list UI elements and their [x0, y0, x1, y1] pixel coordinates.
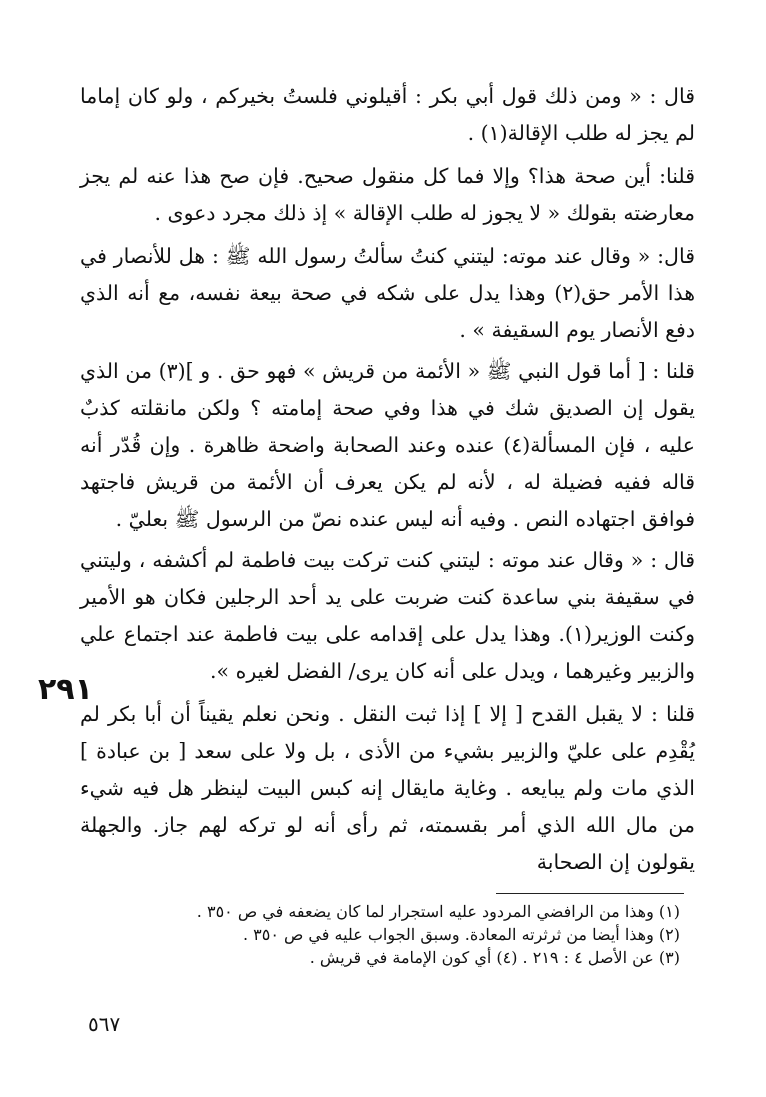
paragraph-4: قلنا : [ أما قول النبي ﷺ « الأئمة من قريش » فهو حق . و ](٣) من الذي يقول إن الصديق شك في هذا وفي صحة إمامته ؟ ولكن مانقلته كذبٌ عليه ، فإن المسألة(٤) عنده وعند الصحابة واضحة ظاهرة . وإن قُدّر أنه قاله ففيه فضيلة له ، لأنه لم يكن يعرف أن الأئمة من قريش فاجتهد فوافق اجتهاده النص . وفيه أنه ليس عنده نصّ من الرسول ﷺ بعليّ . — [80, 359, 695, 531]
footnote-2: (٢) وهذا أيضا من ثرثرته المعادة. وسبق الجواب عليه في ص ٣٥٠ . — [242, 925, 680, 944]
footnote-divider — [496, 893, 684, 894]
paragraph-2: قلنا: أين صحة هذا؟ وإلا فما كل منقول صحيح. فإن صح هذا عنه لم يجز معارضته بقولك « لا يجوز له طلب الإقالة » إذ ذلك مجرد دعوى . — [80, 164, 695, 225]
main-text — [80, 78, 695, 885]
paragraph-5: قال : « وقال عند موته : ليتني كنت تركت بيت فاطمة لم أكشفه ، وليتني في سقيفة بني ساعدة كنت ضربت على يد أحد الرجلين فكان هو الأمير وكنت الوزير(١). وهذا يدل على إقدامه على بيت فاطمة عند اجتماع علي والزبير وغيرهما ، ويدل على أنه كان يرى/ الفضل لغيره ». — [80, 548, 696, 683]
page-number: ٥٦٧ — [88, 1012, 121, 1036]
margin-page-reference: ٢٩١ — [38, 672, 93, 707]
paragraph-6: قلنا : لا يقبل القدح [ إلا ] إذا ثبت النقل . ونحن نعلم يقيناً أن أبا بكر لم يُقْدِم على عليّ والزبير بشيء من الأذى ، بل ولا على سعد [ بن عبادة ] الذي مات ولم يبايعه . وغاية مايقال إنه كبس البيت لينظر هل فيه شيء من مال الله الذي أمر بقسمته، ثم رأى أنه لو تركه لهم جاز. والجهلة يقولون إن الصحابة — [80, 702, 695, 874]
footnotes — [80, 900, 680, 969]
paragraph-3: قال: « وقال عند موته: ليتني كنتُ سألتُ رسول الله ﷺ : هل للأنصار في هذا الأمر حق(٢) وهذا يدل على شكه في صحة بيعة نفسه، مع أنه الذي دفع الأنصار يوم السقيفة » . — [80, 244, 696, 342]
footnote-3: (٣) عن الأصل ٤ : ٢١٩ . (٤) أي كون الإمامة في قريش . — [309, 948, 680, 967]
footnote-1: (١) وهذا من الرافضي المردود عليه استجرار لما كان يضعفه في ص ٣٥٠ . — [196, 902, 680, 921]
paragraph-1: قال : « ومن ذلك قول أبي بكر : أقيلوني فلستُ بخيركم ، ولو كان إماما لم يجز له طلب الإقالة(١) . — [80, 84, 695, 145]
